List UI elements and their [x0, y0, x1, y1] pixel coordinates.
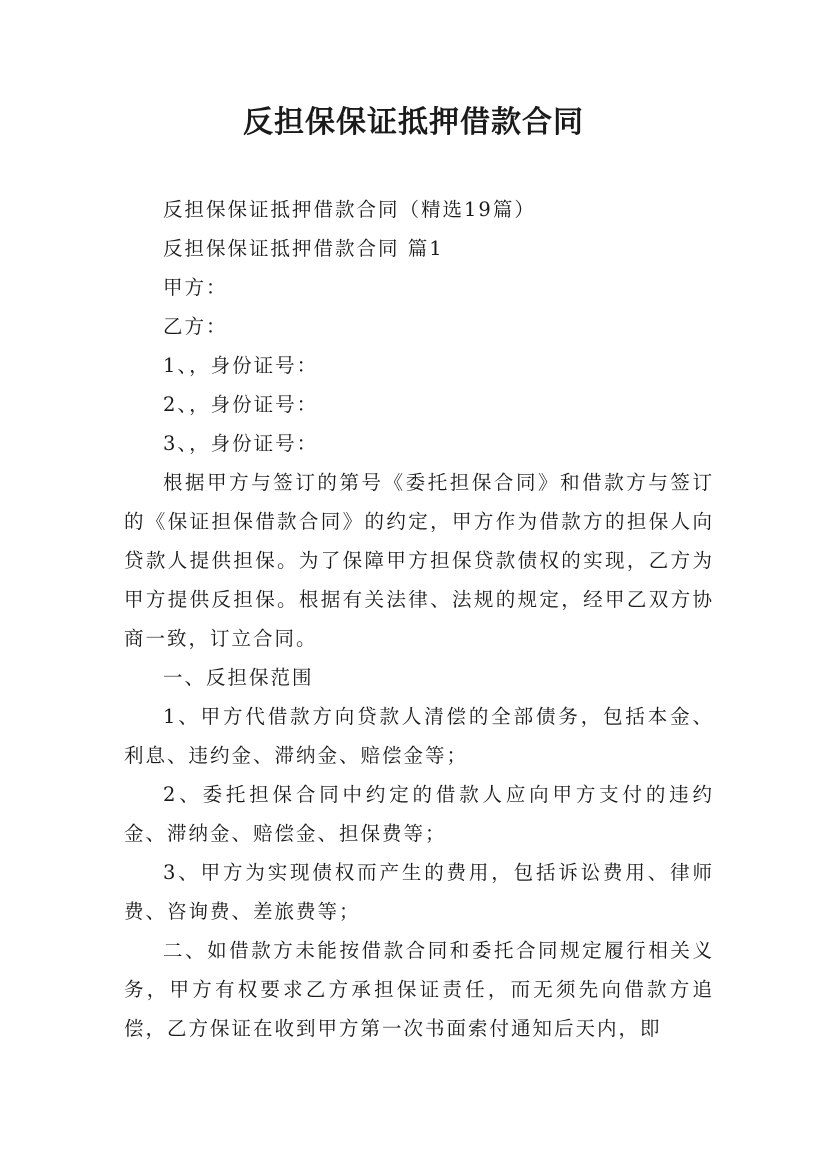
paragraph-party-a: 甲方：: [163, 276, 228, 299]
paragraph-clause-1-1: 1、甲方代借款方向贷款人清偿的全部债务，包括本金、利息、违约金、滞纳金、赔偿金等；: [124, 705, 714, 767]
document-title: 反担保保证抵押借款合同: [243, 105, 584, 140]
paragraph-party-b: 乙方：: [163, 315, 228, 338]
paragraph-guarantor-1: 1、，身份证号：: [163, 354, 319, 377]
paragraph-clause-1-2: 2、委托担保合同中约定的借款人应向甲方支付的违约金、滞纳金、赔偿金、担保费等；: [124, 783, 714, 845]
paragraph-guarantor-3: 3、，身份证号：: [163, 432, 319, 455]
document-body: [124, 190, 714, 1048]
paragraph-clause-heading-1: 一、反担保范围: [163, 666, 314, 689]
paragraph-preamble: 根据甲方与签订的第号《委托担保合同》和借款方与签订的《保证担保借款合同》的约定，甲方作为借款方的担保人向贷款人提供担保。为了保障甲方担保贷款债权的实现，乙方为甲方提供反担保。根据有关法律、法规的规定，经甲乙双方协商一致，订立合同。: [124, 471, 714, 650]
paragraph-subtitle: 反担保保证抵押借款合同（精选19篇）: [163, 198, 536, 221]
paragraph-clause-2: 二、如借款方未能按借款合同和委托合同规定履行相关义务，甲方有权要求乙方承担保证责任，而无须先向借款方追偿，乙方保证在收到甲方第一次书面索付通知后天内，即: [124, 939, 714, 1040]
paragraph-clause-1-3: 3、甲方为实现债权而产生的费用，包括诉讼费用、律师费、咨询费、差旅费等；: [124, 861, 714, 923]
paragraph-guarantor-2: 2、，身份证号：: [163, 393, 319, 416]
paragraph-section-heading: 反担保保证抵押借款合同 篇1: [163, 237, 444, 260]
